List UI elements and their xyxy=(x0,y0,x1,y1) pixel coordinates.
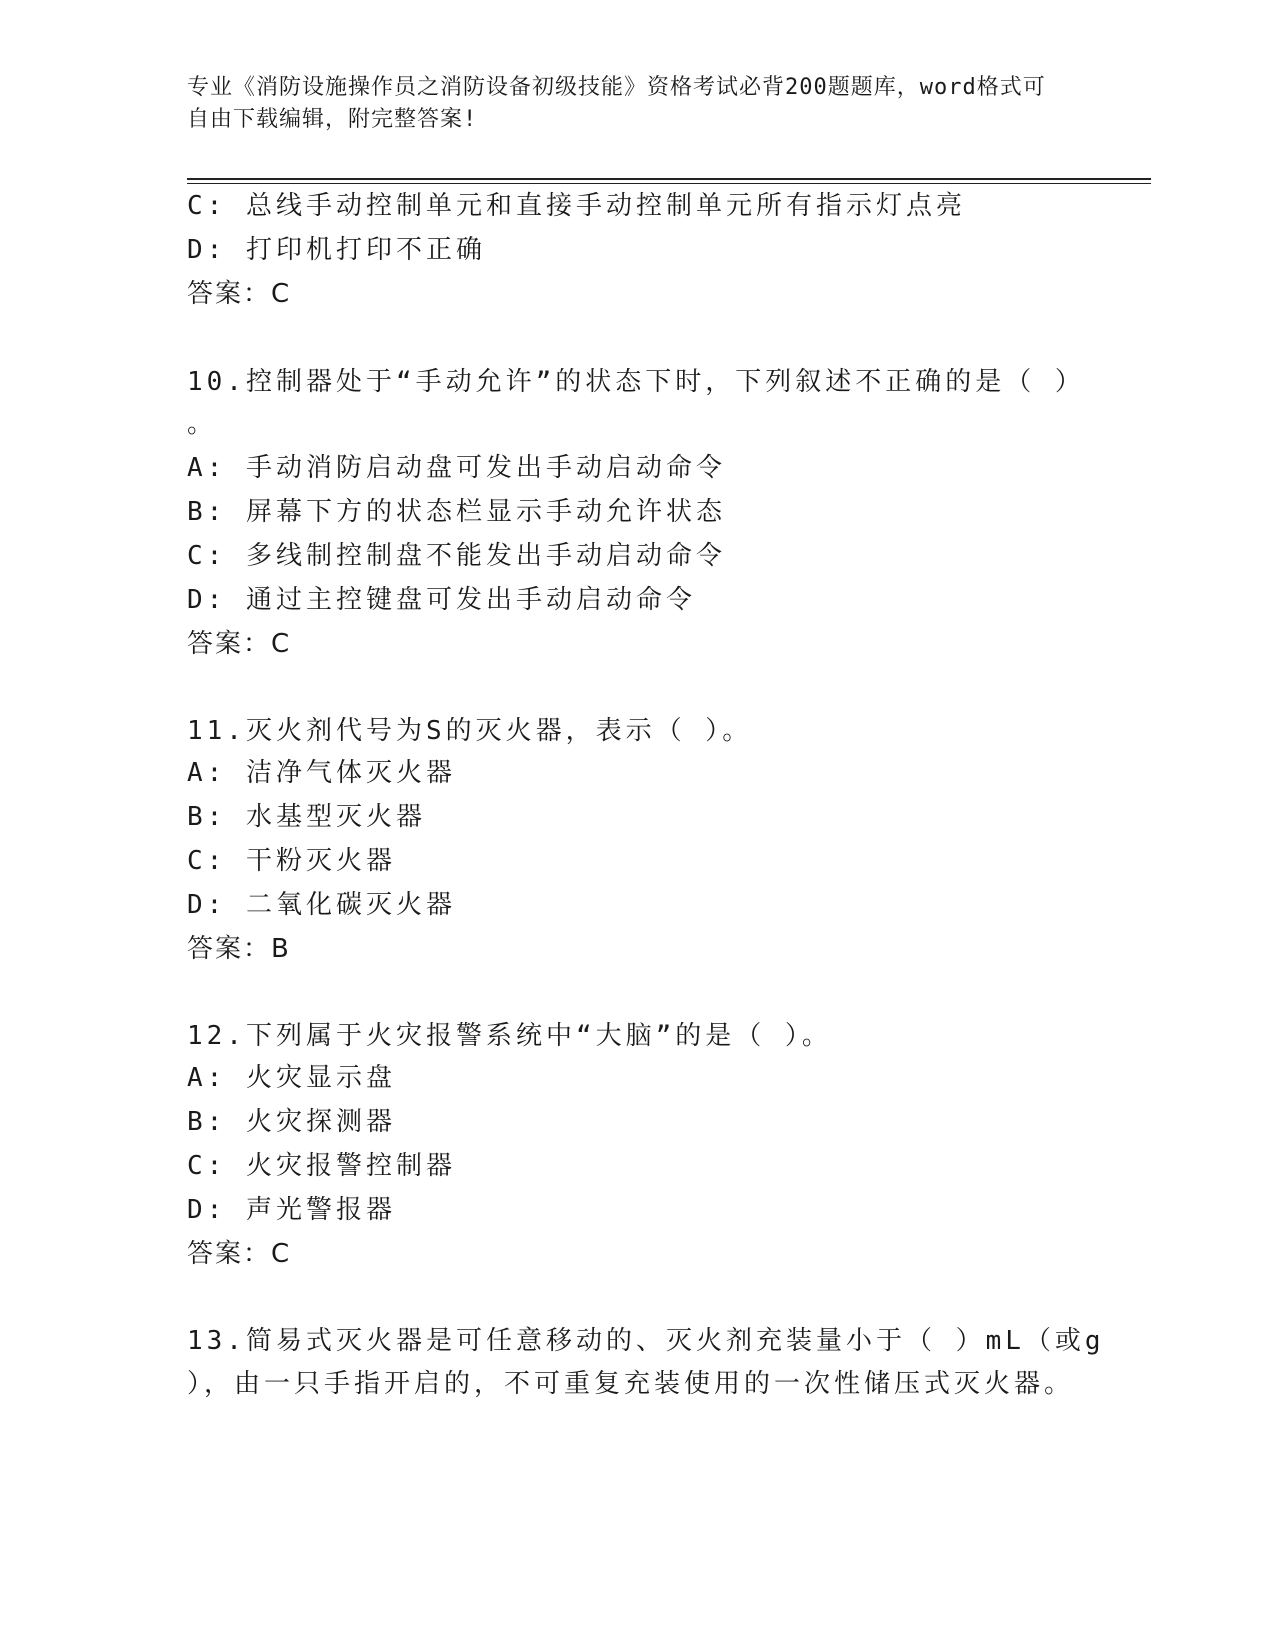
q10-option-c: C: 多线制控制盘不能发出手动启动命令 xyxy=(187,541,726,571)
q10-option-b: B: 屏幕下方的状态栏显示手动允许状态 xyxy=(187,497,726,527)
q12-stem: 12.下列属于火灾报警系统中“大脑”的是（ ）。 xyxy=(187,1021,832,1051)
q12-option-b: B: 火灾探测器 xyxy=(187,1107,396,1137)
q12-option-d: D: 声光警报器 xyxy=(187,1195,396,1225)
q10-option-a: A: 手动消防启动盘可发出手动启动命令 xyxy=(187,453,726,483)
q10-answer: 答案：C xyxy=(187,629,292,659)
q11-stem: 11.灭火剂代号为S的灭火器，表示（ ）。 xyxy=(187,716,753,746)
document-header: 专业《消防设施操作员之消防设备初级技能》资格考试必背200题题库，word格式可自由下载编辑，附完整答案! xyxy=(187,75,1046,132)
q9-answer: 答案：C xyxy=(187,279,292,309)
q11-option-a: A: 洁净气体灭火器 xyxy=(187,758,456,788)
header-divider-thin xyxy=(187,183,1151,184)
q11-answer: 答案：B xyxy=(187,934,291,964)
q13-stem-line1: 13.简易式灭火器是可任意移动的、灭火剂充装量小于（ ）mL（或g xyxy=(187,1326,1105,1356)
q11-option-b: B: 水基型灭火器 xyxy=(187,802,426,832)
q12-option-a: A: 火灾显示盘 xyxy=(187,1063,396,1093)
q9-option-c: C: 总线手动控制单元和直接手动控制单元所有指示灯点亮 xyxy=(187,191,966,221)
header-divider-thick xyxy=(187,178,1151,180)
q13-stem-line2: ），由一只手指开启的，不可重复充装使用的一次性储压式灭火器。 xyxy=(187,1369,1075,1399)
q11-option-c: C: 干粉灭火器 xyxy=(187,846,396,876)
q10-stem-line1: 10.控制器处于“手动允许”的状态下时，下列叙述不正确的是（ ） xyxy=(187,367,1085,397)
q9-option-d: D: 打印机打印不正确 xyxy=(187,235,486,265)
q10-stem-line2: 。 xyxy=(187,409,218,439)
q11-option-d: D: 二氧化碳灭火器 xyxy=(187,890,456,920)
q10-option-d: D: 通过主控键盘可发出手动启动命令 xyxy=(187,585,696,615)
q12-option-c: C: 火灾报警控制器 xyxy=(187,1151,456,1181)
q12-answer: 答案：C xyxy=(187,1239,292,1269)
